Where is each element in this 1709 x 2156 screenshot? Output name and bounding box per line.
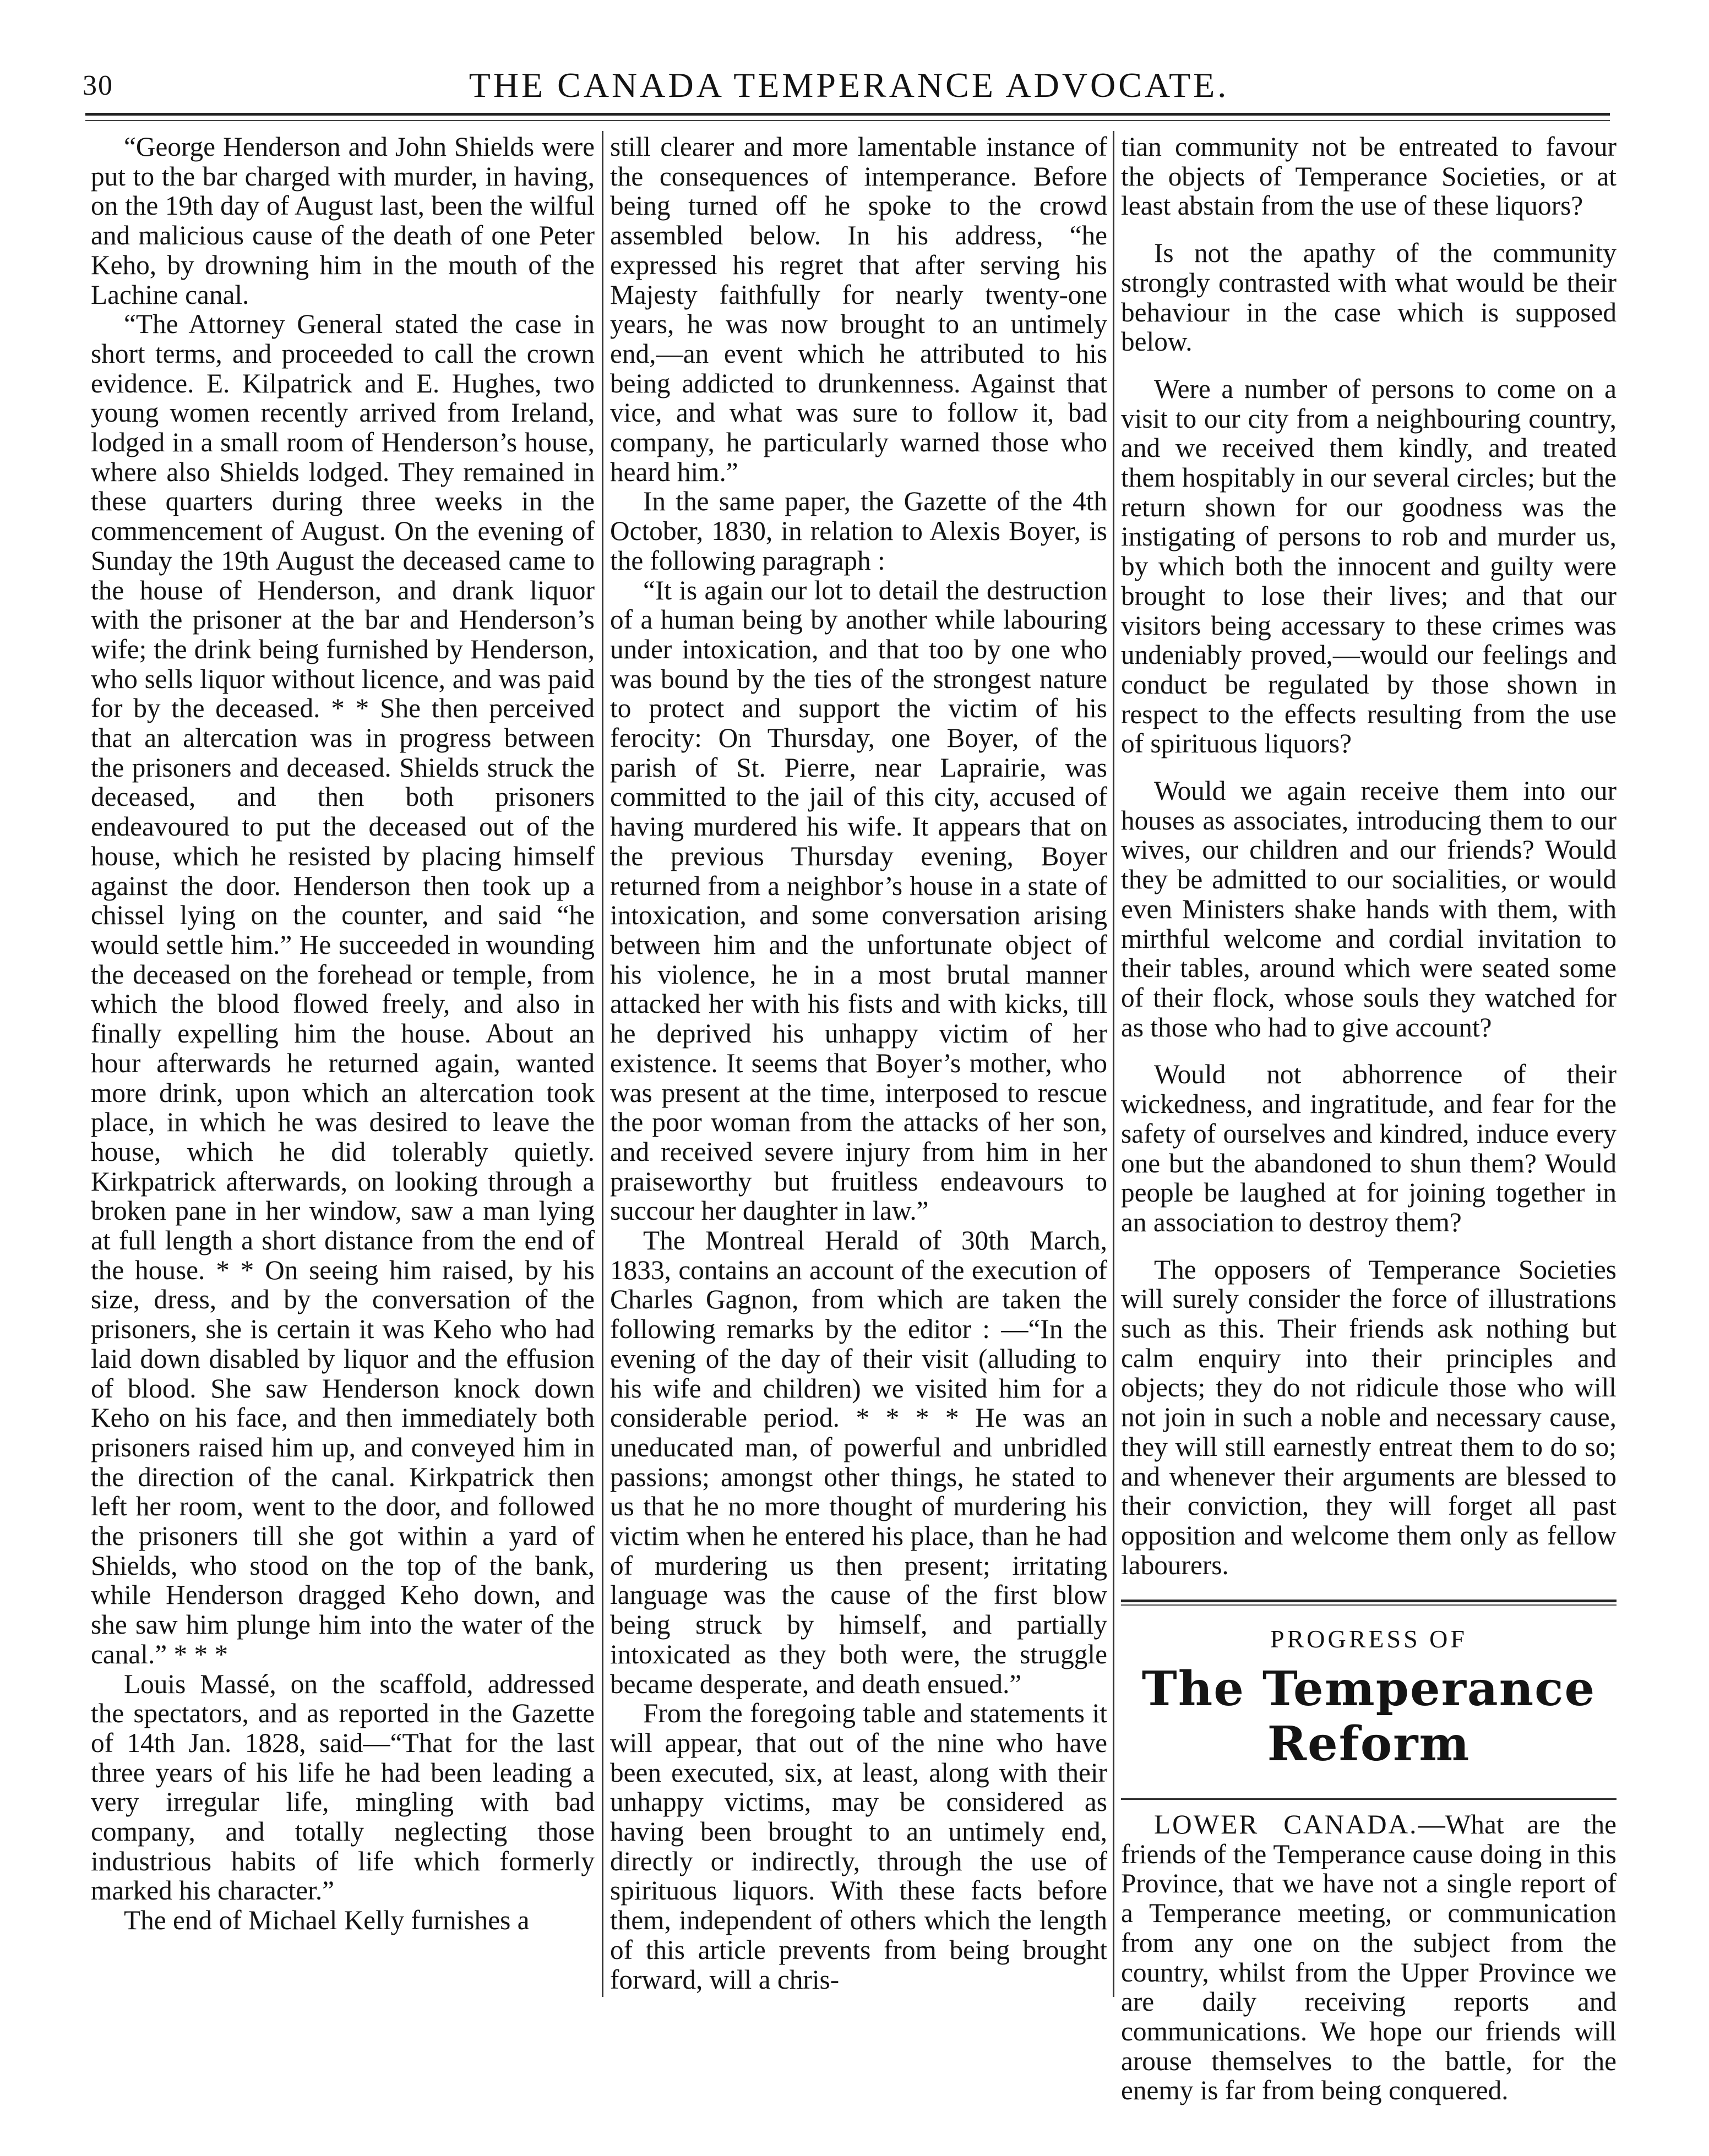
paragraph: In the same paper, the Gazette of the 4th October, 1830, in relation to Alexis Boyer, is the following paragraph : — [610, 486, 1107, 576]
header-rule-thin — [85, 120, 1610, 121]
paragraph — [1121, 1810, 1617, 2105]
section-rule — [1121, 1600, 1617, 1602]
section-title-rule — [1121, 1798, 1617, 1800]
column-1 — [91, 132, 595, 1935]
column-3 — [1121, 132, 1617, 2105]
paragraph: tian community not be entreated to favour the objects of Temperance Societies, or at least abstain from the use of these liquors? — [1121, 132, 1617, 221]
column-2 — [610, 132, 1107, 1994]
running-title: THE CANADA TEMPERANCE ADVOCATE. — [469, 66, 1229, 105]
paragraph: Louis Massé, on the scaffold, addressed the spectators, and as reported in the Gazette of 14th Jan. 1828, said—“That for the last three years of his life he had been leading a very irregular life, mingling with bad company, and totally neglecting those industrious habits of life which formerly marked his character.” — [91, 1668, 595, 1906]
paragraph: Were a number of persons to come on a visit to our city from a neighbouring country, and we received them kindly, and treated them hospitably in our several circles; but the return shown for our goodness was the instigating of persons to rob and murder us, by which both the innocent and guilty were brought to lose their lives; and that our visitors being accessary to these crimes was undeniably proved,—would our feelings and conduct be regulated by those shown in respect to the effects resulting from the use of spirituous liquors? — [1121, 373, 1617, 759]
paragraph: “The Attorney General stated the case in short terms, and proceeded to call the crown evidence. E. Kilpatrick and E. Hughes, two young women recently arrived from Ireland, lodged in a small room of Henderson’s house, where also Shields lodged. They remained in these quarters during three weeks in the commencement of August. On the evening of Sunday the 19th August the deceased came to the house of Henderson, and drank liquor with the prisoner at the bar and Henderson’s wife; the drink being furnished by Henderson, who sells liquor without licence, and was paid for by the deceased. * * She then perceived that an altercation was in progress between the prisoners and deceased. Shields struck the deceased, and then both prisoners endeavoured to put the deceased out of the house, which he resisted by placing himself against the door. Henderson then took up a chissel lying on the counter, and said “he would settle him.” He succeeded in wounding the deceased on the forehead or temple, from which the blood flowed freely, and also in finally expelling him the house. About an hour afterwards he returned again, wanted more drink, upon which an altercation took place, in which he was desired to leave the house, which he did tolerably quietly. Kirkpatrick afterwards, on looking through a broken pane in her window, saw a man lying at full length a short distance from the end of the house. * * On seeing him raised, by his size, dress, and by the conversation of the prisoners, she is certain it was Keho who had laid down disabled by liquor and the effusion of blood. She saw Henderson knock down Keho on his face, and then immediately both prisoners raised him up, and conveyed him in the direction of the canal. Kirkpatrick then left her room, went to the door, and followed the prisoners till she got within a yard of Shields, who stood on the top of the bank, while Henderson dragged Keho down, and she saw him plunge him into the water of the canal.” * * * — [91, 309, 595, 1669]
section-rule-thin — [1121, 1604, 1617, 1606]
page-header — [83, 65, 1615, 114]
paragraph: Is not the apathy of the community strongly contrasted with what would be their behaviour in the case which is supposed below. — [1121, 238, 1617, 357]
paragraph: Would not abhorrence of their wickedness, and ingratitude, and fear for the safety of ourselves and kindred, induce every one but the abandoned to shun them? Would people be laughed at for joining together in an association to destroy them? — [1121, 1059, 1617, 1237]
paragraph: “It is again our lot to detail the destruction of a human being by another while labouring under intoxication, and that too by one who was bound by the ties of the strongest nature to protect and support the victim of his ferocity: On Thursday, one Boyer, of the parish of St. Pierre, near Laprairie, was committed to the jail of this city, accused of having murdered his wife. It appears that on the previous Thursday evening, Boyer returned from a neighbor’s house in a state of intoxication, and some conversation arising between him and the unfortunate object of his violence, he in a most brutal manner attacked her with his fists and with kicks, till he deprived his unhappy victim of her existence. It seems that Boyer’s mother, who was present at the time, interposed to rescue the poor woman from the attacks of her son, and received severe injury from him in her praiseworthy but fruitless endeavours to succour her daughter in law.” — [610, 575, 1107, 1226]
paragraph: The end of Michael Kelly furnishes a — [124, 1905, 530, 1936]
lead-in: LOWER CANADA. — [1154, 1809, 1418, 1840]
paragraph: The Montreal Herald of 30th March, 1833, contains an account of the execution of Charles Gagnon, from which are taken the following remarks by the editor : —“In the evening of the day of their visit (alluding to his wife and children) we visited him for a considerable period. * * * * He was an uneducated man, of powerful and unbridled passions; amongst other things, he stated to us that he no more thought of murdering his victim when he entered his place, than he had of murdering us then present; irritating language was the cause of the first blow being struck by himself, and partially intoxicated as they both were, the struggle became desperate, and death ensued.” — [610, 1225, 1107, 1699]
column-divider — [602, 131, 603, 1997]
paragraph: The opposers of Temperance Societies will surely consider the force of illustrations such as this. Their friends ask nothing but calm enquiry into their principles and objects; they do not ridicule those who will not join in such a noble and necessary cause, they will still earnestly entreat them to do so; and whenever their arguments are blessed to their conviction, they will forget all past opposition and welcome them only as fellow labourers. — [1121, 1254, 1617, 1580]
paragraph: Would we again receive them into our houses as associates, introducing them to our wives, our children and our friends? Would they be admitted to our socialities, or would even Ministers shake hands with them, with mirthful welcome and cordial invitation to their tables, around which were seated some of their flock, whose souls they watched for as those who had to give account? — [1121, 776, 1617, 1042]
page-number: 30 — [83, 70, 113, 101]
paragraph: still clearer and more lamentable instance of the consequences of intemperance. Before being turned off he spoke to the crowd assembled below. In his address, “he expressed his regret that after serving his Majesty faithfully for nearly twenty-one years, he was now brought to an untimely end,—an event which he attributed to his being addicted to drunkenness. Against that vice, and what was sure to follow it, bad company, he particularly warned those who heard him.” — [610, 132, 1107, 487]
section-kicker: PROGRESS OF — [1270, 1625, 1467, 1653]
header-rule — [85, 113, 1610, 116]
paragraph: From the foregoing table and statements it will appear, that out of the nine who have been executed, six, at least, along with their unhappy victims, may be considered as having been brought to an untimely end, directly or indirectly, through the use of spirituous liquors. With these facts before them, independent of others which the length of this article prevents from being brought forward, will a chris- — [610, 1698, 1107, 1995]
paragraph-body: —What are the friends of the Temperance cause doing in this Province, that we have not a single report of a Temperance meeting, or communication from any one on the subject from the country, whilst from the Upper Province we are daily receiving reports and communications. We hope our friends will arouse themselves to the battle, for the enemy is far from being conquered. — [1121, 1809, 1617, 2106]
section-title: The Temperance Reform — [1141, 1661, 1596, 1772]
paragraph: “George Henderson and John Shields were put to the bar charged with murder, in having, on the 19th day of August last, been the wilful and malicious cause of the death of one Peter Keho, by drowning him in the mouth of the Lachine canal. — [91, 132, 595, 310]
column-divider — [1113, 131, 1114, 1997]
